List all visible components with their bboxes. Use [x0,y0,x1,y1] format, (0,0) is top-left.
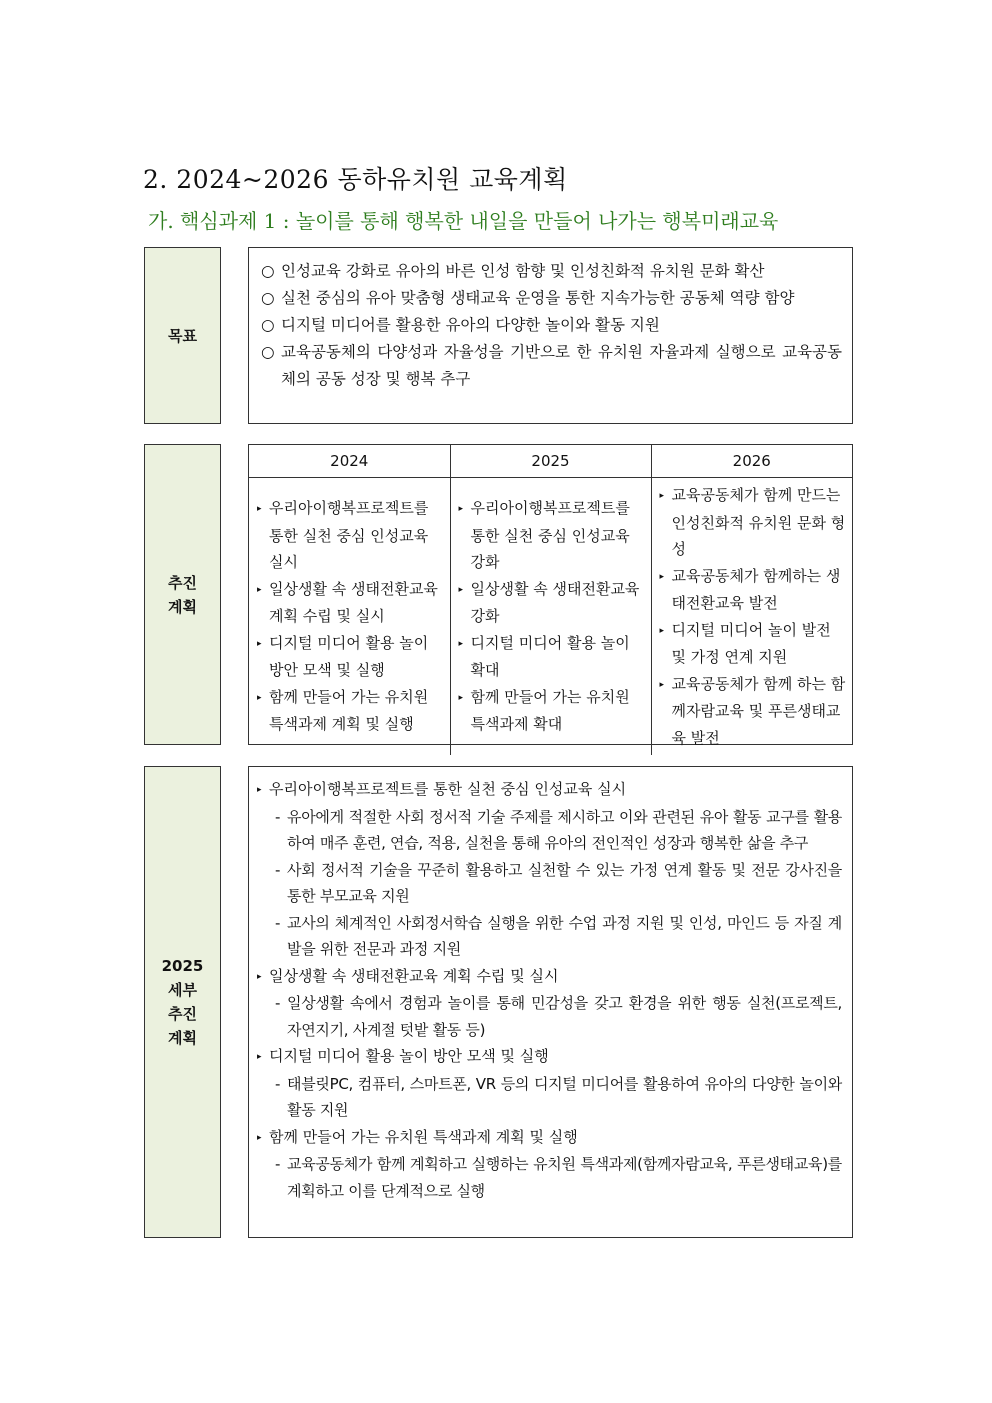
detail-subitem: - 유아에게 적절한 사회 정서적 기술 주제를 제시하고 이와 관련된 유아 활동 교구를 활용하여 매주 훈련, 연습, 적용, 실천을 통해 유아의 전인적인 성장과 행복한 삶을 추구 [275,807,842,852]
triangle-bullet-icon: ▸ [458,504,464,515]
plan-item: ▸ 함께 만들어 가는 유치원 특색과제 확대 [459,684,645,738]
circle-bullet-icon: ○ [261,289,275,307]
detail-subitem: - 사회 정서적 기술을 꾸준히 활용하고 실천할 수 있는 가정 연계 활동 및 전문 강사진을 통한 부모교육 지원 [275,860,842,905]
detail-subitem: - 교육공동체가 함께 계획하고 실행하는 유치원 특색과제(함께자람교육, 푸른생태교육)를 계획하고 이를 단계적으로 실행 [275,1155,842,1200]
plan-cell-2025 [450,478,651,756]
triangle-bullet-icon: ▸ [257,1052,262,1062]
detail-subitem: - 교사의 체계적인 사회정서학습 실행을 위한 수업 과정 지원 및 인성, 마인드 등 자질 계발을 위한 전문과 과정 지원 [275,913,842,958]
goal-item: ○ 실천 중심의 유아 맞춤형 생태교육 운영을 통한 지속가능한 공동체 역량 함양 [261,285,842,312]
detail-subitem: - 일상생활 속에서 경험과 놀이를 통해 민감성을 갖고 환경을 위한 행동 실천(프로젝트, 자연지기, 사계절 텃밭 활동 등) [275,994,842,1039]
plan-item: ▸ 일상생활 속 생태전환교육 강화 [459,576,645,630]
detail-box [248,766,853,1238]
plan-item: ▸ 교육공동체가 함께 하는 함께자람교육 및 푸른생태교육 발전 [660,671,847,752]
detail-heading: ▸ 우리아이행복프로젝트를 통한 실천 중심 인성교육 실시 [257,776,842,804]
detail-heading: ▸ 일상생활 속 생태전환교육 계획 수립 및 실시 [257,963,842,991]
triangle-bullet-icon: ▸ [257,692,262,703]
goal-label: 목표 [144,247,221,424]
plan-item: ▸ 교육공동체가 함께하는 생태전환교육 발전 [660,563,847,617]
goal-box [248,247,853,424]
year-header-2026: 2026 [651,445,852,478]
triangle-bullet-icon: ▸ [659,679,665,690]
triangle-bullet-icon: ▸ [458,584,464,595]
plan-item: ▸ 디지털 미디어 활용 놀이 방안 모색 및 실행 [257,630,444,684]
triangle-bullet-icon: ▸ [257,971,262,982]
section-subtitle: 가. 핵심과제 1 : 놀이를 통해 행복한 내일을 만들어 나가는 행복미래교육 [148,209,779,233]
triangle-bullet-icon: ▸ [257,785,262,795]
plan-cell-2024 [249,478,450,756]
year-header-2025: 2025 [450,445,651,478]
triangle-bullet-icon: ▸ [659,625,665,636]
detail-heading: ▸ 디지털 미디어 활용 놀이 방안 모색 및 실행 [257,1043,842,1071]
plan-item: ▸ 디지털 미디어 놀이 발전 및 가정 연계 지원 [660,617,847,671]
plan-item: ▸ 디지털 미디어 활용 놀이 확대 [459,630,645,684]
triangle-bullet-icon: ▸ [257,504,262,515]
goal-list [249,248,852,393]
triangle-bullet-icon: ▸ [659,491,665,501]
plan-table [249,445,852,755]
triangle-bullet-icon: ▸ [257,1132,262,1143]
page-title: 2. 2024~2026 동하유치원 교육계획 [143,165,568,194]
triangle-bullet-icon: ▸ [257,638,262,649]
plan-item: ▸ 교육공동체가 함께 만드는 인성친화적 유치원 문화 형성 [660,482,847,563]
triangle-bullet-icon: ▸ [458,692,464,703]
circle-bullet-icon: ○ [261,343,275,361]
detail-content [249,767,852,1204]
triangle-bullet-icon: ▸ [257,584,262,595]
triangle-bullet-icon: ▸ [458,638,464,649]
circle-bullet-icon: ○ [261,262,275,280]
plan-item: ▸ 우리아이행복프로젝트를 통한 실천 중심 인성교육 강화 [459,495,645,576]
plan-label: 추진 계획 [144,444,221,745]
triangle-bullet-icon: ▸ [659,571,665,582]
plan-cell-2026 [651,478,852,756]
plan-item: ▸ 일상생활 속 생태전환교육 계획 수립 및 실시 [257,576,444,630]
goal-item: ○ 교육공동체의 다양성과 자율성을 기반으로 한 유치원 자율과제 실행으로 교육공동체의 공동 성장 및 행복 추구 [261,339,842,393]
goal-item: ○ 인성교육 강화로 유아의 바른 인성 함향 및 인성친화적 유치원 문화 확산 [261,258,842,285]
plan-item: ▸ 우리아이행복프로젝트를 통한 실천 중심 인성교육 실시 [257,495,444,576]
plan-item: ▸ 함께 만들어 가는 유치원 특색과제 계획 및 실행 [257,684,444,738]
goal-item: ○ 디지털 미디어를 활용한 유아의 다양한 놀이와 활동 지원 [261,312,842,339]
detail-heading: ▸ 함께 만들어 가는 유치원 특색과제 계획 및 실행 [257,1124,842,1152]
plan-table-box [248,444,853,745]
detail-label: 2025 세부 추진 계획 [144,766,221,1238]
detail-subitem: - 태블릿PC, 컴퓨터, 스마트폰, VR 등의 디지털 미디어를 활용하여 유아의 다양한 놀이와 활동 지원 [275,1074,842,1119]
year-header-2024: 2024 [249,445,450,478]
circle-bullet-icon: ○ [261,316,275,334]
